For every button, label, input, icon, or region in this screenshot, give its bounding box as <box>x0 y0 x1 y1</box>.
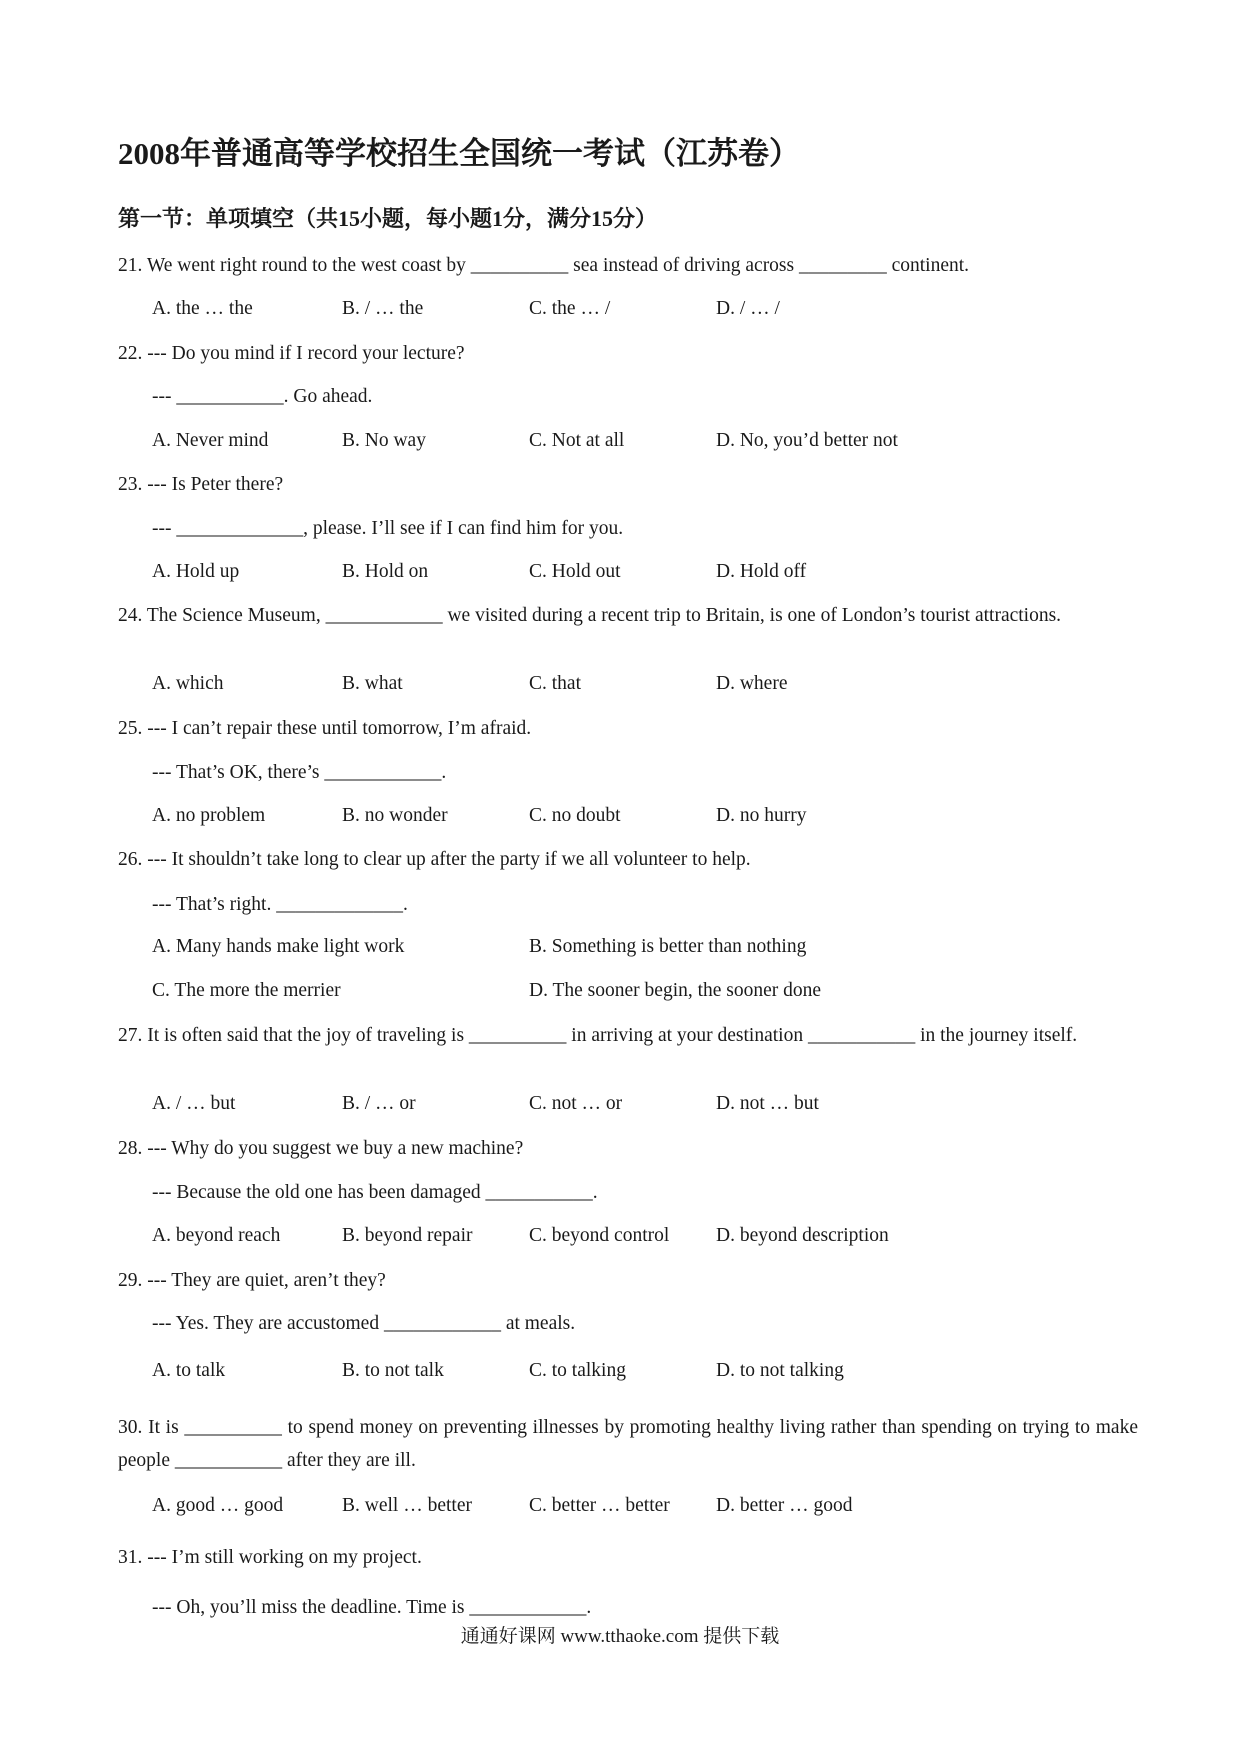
question-25-option-d: D. no hurry <box>716 805 807 826</box>
question-31-stem: 31. --- I’m still working on my project. <box>118 1547 422 1568</box>
question-27-option-d: D. not … but <box>716 1093 819 1114</box>
question-27-option-a: A. / … but <box>152 1093 236 1114</box>
question-28-option-d: D. beyond description <box>716 1225 889 1246</box>
footer-source: 通通好课网 www.tthaoke.com 提供下载 <box>460 1626 780 1647</box>
question-27-option-b: B. / … or <box>342 1093 416 1114</box>
question-24-option-c: C. that <box>529 673 581 694</box>
question-28-option-b: B. beyond repair <box>342 1225 473 1246</box>
question-30-option-b: B. well … better <box>342 1495 472 1516</box>
question-28-reply: --- Because the old one has been damaged ___________. <box>152 1182 598 1203</box>
question-22-option-d: D. No, you’d better not <box>716 430 898 451</box>
question-22-option-a: A. Never mind <box>152 430 269 451</box>
question-28-option-a: A. beyond reach <box>152 1225 281 1246</box>
question-22-option-c: C. Not at all <box>529 430 625 451</box>
question-29-option-c: C. to talking <box>529 1360 626 1381</box>
question-24-stem: 24. The Science Museum, ____________ we visited during a recent trip to Britain, is one of London’s tourist attractions. <box>118 605 1062 626</box>
question-21-option-b: B. / … the <box>342 298 424 319</box>
question-31-reply: --- Oh, you’ll miss the deadline. Time is ____________. <box>152 1597 592 1618</box>
question-28-stem: 28. --- Why do you suggest we buy a new machine? <box>118 1138 524 1159</box>
question-24-option-d: D. where <box>716 673 788 694</box>
question-29-stem: 29. --- They are quiet, aren’t they? <box>118 1270 386 1291</box>
question-21-option-a: A. the … the <box>152 298 253 319</box>
question-27-stem: 27. It is often said that the joy of traveling is __________ in arriving at your destination ___________ in the journey itself. <box>118 1025 1078 1046</box>
question-23-option-a: A. Hold up <box>152 561 240 582</box>
question-21-option-c: C. the … / <box>529 298 611 319</box>
question-25-option-a: A. no problem <box>152 805 266 826</box>
question-24-option-a: A. which <box>152 673 224 694</box>
question-23-stem: 23. --- Is Peter there? <box>118 474 284 495</box>
question-22-option-b: B. No way <box>342 430 426 451</box>
question-26-stem: 26. --- It shouldn’t take long to clear up after the party if we all volunteer to help. <box>118 849 751 870</box>
question-30-option-c: C. better … better <box>529 1495 670 1516</box>
question-26-option-c: C. The more the merrier <box>152 980 341 1001</box>
question-23-reply: --- _____________, please. I’ll see if I can find him for you. <box>152 518 624 539</box>
question-30-option-a: A. good … good <box>152 1495 284 1516</box>
question-26-reply: --- That’s right. _____________. <box>152 894 408 915</box>
question-25-stem: 25. --- I can’t repair these until tomorrow, I’m afraid. <box>118 718 532 739</box>
question-29-option-a: A. to talk <box>152 1360 226 1381</box>
question-23-option-c: C. Hold out <box>529 561 621 582</box>
question-29-option-d: D. to not talking <box>716 1360 844 1381</box>
question-26-option-b: B. Something is better than nothing <box>529 936 807 957</box>
question-30-stem: 30. It is __________ to spend money on preventing illnesses by promoting healthy living rather than spending on trying to make people ___________ after they are ill. <box>118 1417 1138 1471</box>
question-23-option-b: B. Hold on <box>342 561 429 582</box>
question-22-reply: --- ___________. Go ahead. <box>152 386 373 407</box>
question-27-option-c: C. not … or <box>529 1093 623 1114</box>
question-28-option-c: C. beyond control <box>529 1225 670 1246</box>
question-25-option-c: C. no doubt <box>529 805 621 826</box>
question-26-option-a: A. Many hands make light work <box>152 936 405 957</box>
question-21-stem: 21. We went right round to the west coast by __________ sea instead of driving across _________ continent. <box>118 255 970 276</box>
question-26-option-d: D. The sooner begin, the sooner done <box>529 980 822 1001</box>
question-25-option-b: B. no wonder <box>342 805 448 826</box>
question-30-option-d: D. better … good <box>716 1495 853 1516</box>
question-25-reply: --- That’s OK, there’s ____________. <box>152 762 447 783</box>
exam-title: 2008年普通高等学校招生全国统一考试（江苏卷） <box>118 136 800 171</box>
question-21-option-d: D. / … / <box>716 298 780 319</box>
question-24-option-b: B. what <box>342 673 403 694</box>
question-29-option-b: B. to not talk <box>342 1360 444 1381</box>
question-22-stem: 22. --- Do you mind if I record your lecture? <box>118 343 465 364</box>
question-23-option-d: D. Hold off <box>716 561 807 582</box>
question-29-reply: --- Yes. They are accustomed ____________ at meals. <box>152 1313 576 1334</box>
section-heading: 第一节：单项填空（共15小题，每小题1分，满分15分） <box>118 206 658 231</box>
